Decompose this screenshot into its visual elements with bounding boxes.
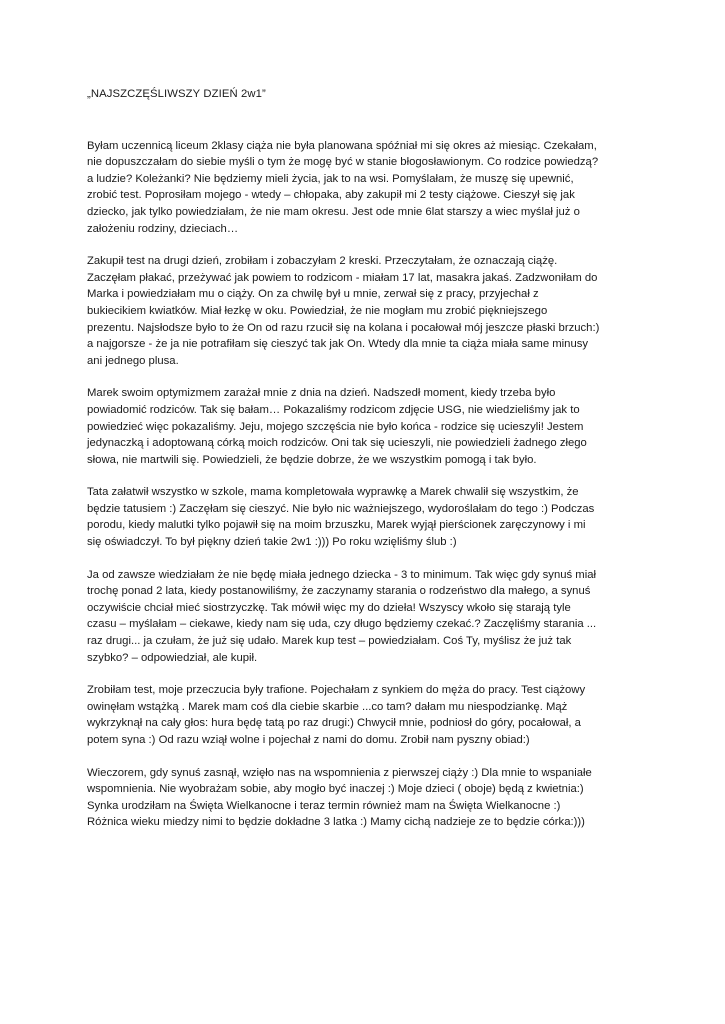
- text-line: Synka urodziłam na Święta Wielkanocne i teraz termin również mam na Święta Wielkanocne :): [87, 799, 561, 812]
- text-line: Marka i powiedziałam mu o ciąży. On za chwilę był u mnie, zerwał się z pracy, przyjechał z: [87, 288, 539, 301]
- text-line: powiadomić rodziców. Tak się bałam… Pokazaliśmy rodzicom zdjęcie USG, nie wiedzieliśmy jak to: [87, 403, 580, 416]
- text-line: czasu – myślałam – ciekawe, kiedy nam się uda, czy długo będziemy czekać.? Zaczęliśmy starania ...: [87, 618, 597, 631]
- text-line: jedynaczką i adoptowaną córką moich rodziców. Oni tak się ucieszyli, nie powiedzieli żadnego złego: [87, 437, 587, 450]
- text-line: nie dopuszczałam do siebie myśli o tym że mogę być w stanie błogosławionym. Co rodzice powiedzą?: [87, 156, 599, 169]
- text-line: wykrzyknął na cały głos: hura będę tatą po raz drugi:) Chwycił mnie, podniosł do góry, pocałował, a: [87, 717, 581, 730]
- text-line: a ludzie? Koleżanki? Nie będziemy mieli życia, jak to na wsi. Pomyślałam, że muszę się upewnić,: [87, 172, 574, 185]
- text-line: założeniu rodziny, dzieciach…: [87, 222, 239, 235]
- text-line: raz drugi... ja czułam, że już się udało. Marek kup test – powiedziałam. Coś Ty, myślisz że już tak: [87, 635, 572, 648]
- paragraph-2: [87, 253, 647, 369]
- text-line: Tata załatwił wszystko w szkole, mama kompletowała wyprawkę a Marek chwalił się wszystkim, że: [87, 486, 579, 499]
- text-line: porodu, kiedy malutki tylko pojawił się na moim brzuszku, Marek wyjął pierścionek zaręczynowy i mi: [87, 519, 586, 532]
- paragraph-3: [87, 385, 647, 468]
- paragraph-4: [87, 484, 647, 550]
- text-line: oczywiście chciał mieć siostrzyczkę. Tak mówił więc my do dzieła! Wszyscy wkoło się starają tyle: [87, 601, 571, 614]
- paragraph-5: [87, 567, 647, 667]
- document-body: [87, 86, 647, 847]
- text-line: Ja od zawsze wiedziałam że nie będę miała jednego dziecka - 3 to minimum. Tak więc gdy synuś miał: [87, 568, 597, 581]
- text-line: bukiecikiem kwiatków. Miał łezkę w oku. Powiedział, że nie mogłam mu zrobić piękniejszego: [87, 304, 548, 317]
- paragraph-1: [87, 138, 647, 238]
- text-line: Byłam uczennicą liceum 2klasy ciąża nie była planowana spóźniał mi się okres aż miesiąc. Czekałam,: [87, 139, 597, 152]
- text-line: potem syna :) Od razu wziął wolne i pojechał z nami do domu. Zrobił nam pyszny obiad:): [87, 734, 530, 746]
- text-line: wspomnienia. Nie wyobrażam sobie, aby mogło być inaczej :) Moje dzieci ( oboje) będą z kwietnia:): [87, 783, 584, 796]
- text-line: zrobić test. Poprosiłam mojego - wtedy – chłopaka, aby zakupił mi 2 testy ciążowe. Cieszył się jak: [87, 189, 575, 202]
- text-line: dziecko, jak tylko powiedziałam, że nie mam okresu. Jest ode mnie 6lat starszy a wiec myślał już o: [87, 205, 580, 218]
- text-line: Zrobiłam test, moje przeczucia były trafione. Pojechałam z synkiem do męża do pracy. Test ciążowy: [87, 684, 586, 697]
- text-line: Marek swoim optymizmem zarażał mnie z dnia na dzień. Nadszedł moment, kiedy trzeba było: [87, 387, 556, 400]
- text-line: Zakupił test na drugi dzień, zrobiłam i zobaczyłam 2 kreski. Przeczytałam, że oznaczają ciążę.: [87, 255, 558, 268]
- text-line: Wieczorem, gdy synuś zasnął, wzięło nas na wspomnienia z pierwszej ciąży :) Dla mnie to wspaniałe: [87, 766, 592, 779]
- text-line: ani jednego plusa.: [87, 354, 179, 367]
- text-line: trochę ponad 2 lata, kiedy postanowiliśmy, że zaczynamy starania o rodzeństwo dla małego, a synuś: [87, 585, 591, 598]
- text-line: będzie tatusiem :) Zaczęłam się cieszyć. Nie było nic ważniejszego, wydoroślałam do tego :) Podczas: [87, 502, 595, 515]
- text-line: a najgorsze - że ja nie potrafiłam się cieszyć tak jak On. Wtedy dla mnie ta ciąża miała same minusy: [87, 338, 589, 351]
- text-line: owinęłam wstążką . Marek mam coś dla ciebie skarbie ...co tam? dałam mu niespodziankę. Mąż: [87, 700, 568, 713]
- text-line: szybko? – odpowiedział, ale kupił.: [87, 651, 258, 664]
- text-line: słowa, nie martwili się. Powiedzieli, że będzie dobrze, że we wszystkim pomogą i tak było.: [87, 453, 537, 466]
- text-line: się oświadczył. To był piękny dzień takie 2w1 :))) Po roku wzięliśmy ślub :): [87, 536, 457, 549]
- text-line: Różnica wieku miedzy nimi to będzie dokładne 3 latka :) Mamy cichą nadzieje ze to będzie córka:))): [87, 816, 585, 829]
- paragraph-6: [87, 682, 647, 748]
- text-line: powiedzieć więc pokazaliśmy. Jeju, mojego szczęścia nie było końca - rodzice się ucieszyli! Jestem: [87, 420, 584, 433]
- text-line: Zaczęłam płakać, przeżywać jak powiem to rodzicom - miałam 17 lat, masakra jakaś. Zadzwoniłam do: [87, 271, 598, 284]
- paragraph-7: [87, 765, 647, 831]
- paragraph-list: [87, 138, 647, 831]
- document-title: „NAJSZCZĘŚLIWSZY DZIEŃ 2w1”: [87, 88, 266, 100]
- text-line: prezentu. Najsłodsze było to że On od razu rzucił się na kolana i pocałował mój jeszcze płaski brzuch:): [87, 321, 600, 334]
